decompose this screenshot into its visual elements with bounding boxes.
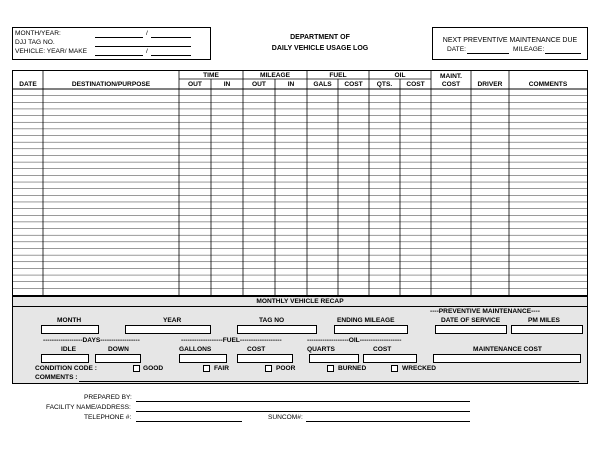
condition-burned-label: BURNED (338, 365, 367, 372)
quarts-field[interactable] (309, 354, 359, 363)
pm-mileage-label: MILEAGE: (513, 46, 545, 53)
idle-label: IDLE (61, 346, 77, 353)
month-year-label: MONTH/YEAR: (15, 30, 61, 37)
department-title: DEPARTMENT OF (290, 34, 350, 41)
recap-year-label: YEAR (163, 317, 182, 324)
gallons-label: GALLONS (179, 346, 212, 353)
oil-cost-field[interactable] (363, 354, 417, 363)
col-date: DATE (19, 81, 37, 88)
facility-label: FACILITY NAME/ADDRESS: (46, 404, 131, 411)
telephone-label: TELEPHONE #: (84, 414, 132, 421)
fuel-cost-field[interactable] (237, 354, 293, 363)
idle-field[interactable] (41, 354, 89, 363)
table-grid (13, 71, 589, 297)
next-pm-title: NEXT PREVENTIVE MAINTENANCE DUE (442, 37, 578, 44)
pm-date-label: DATE: (447, 46, 466, 53)
condition-good-label: GOOD (143, 365, 164, 372)
condition-code-label: CONDITION CODE : (35, 365, 97, 372)
quarts-label: QUARTS (307, 346, 335, 353)
condition-wrecked-checkbox[interactable] (391, 365, 398, 372)
col-fuel-gals: GALS (313, 81, 332, 88)
recap-ending-mileage-field[interactable] (334, 325, 408, 334)
vehicle-label: VEHICLE: YEAR/ MAKE (15, 48, 88, 55)
condition-fair-checkbox[interactable] (203, 365, 210, 372)
vehicle-year-field[interactable] (95, 55, 143, 56)
condition-fair-label: FAIR (214, 365, 230, 372)
suncom-label: SUNCOM#: (268, 414, 303, 421)
recap-month-field[interactable] (41, 325, 99, 334)
pm-miles-label: PM MILES (528, 317, 560, 324)
prepared-by-field[interactable] (136, 401, 470, 402)
condition-poor-label: POOR (276, 365, 296, 372)
recap-month-label: MONTH (57, 317, 82, 324)
condition-good-checkbox[interactable] (133, 365, 140, 372)
month-field[interactable] (95, 37, 143, 38)
maintenance-cost-field[interactable] (433, 354, 581, 363)
condition-poor-checkbox[interactable] (265, 365, 272, 372)
col-mileage-in: IN (287, 81, 295, 88)
fuel-cost-label: COST (247, 346, 266, 353)
group-time: TIME (203, 72, 219, 79)
maintenance-cost-label: MAINTENANCE COST (473, 346, 542, 353)
year-field[interactable] (151, 37, 191, 38)
fuel-group-label: -------------------FUEL------------------- (181, 337, 282, 344)
col-driver: DRIVER (477, 81, 503, 88)
col-oil-qts: QTS. (376, 81, 393, 88)
pm-miles-field[interactable] (511, 325, 583, 334)
col-time-out: OUT (188, 81, 202, 88)
vehicle-make-field[interactable] (151, 55, 191, 56)
col-mileage-out: OUT (252, 81, 266, 88)
group-oil: OIL (394, 72, 406, 79)
recap-tag-field[interactable] (237, 325, 317, 334)
down-label: DOWN (108, 346, 129, 353)
oil-group-label: -------------------OIL------------------- (307, 337, 402, 344)
col-oil-cost: COST (406, 81, 425, 88)
group-mileage: MILEAGE (259, 72, 291, 79)
gallons-field[interactable] (179, 354, 227, 363)
col-comments: COMMENTS (528, 81, 568, 88)
pm-mileage-field[interactable] (545, 53, 581, 54)
date-of-service-label: DATE OF SERVICE (441, 317, 501, 324)
telephone-field[interactable] (136, 421, 242, 422)
pm-group-label: ----PREVENTIVE MAINTENANCE---- (430, 308, 540, 315)
days-group-label: ------------------DAYS------------------ (43, 337, 140, 344)
log-title: DAILY VEHICLE USAGE LOG (271, 45, 369, 52)
month-year-separator: / (146, 30, 148, 37)
suncom-field[interactable] (306, 421, 470, 422)
recap-comments-field[interactable] (79, 381, 579, 382)
prepared-by-label: PREPARED BY: (84, 394, 132, 401)
recap-ending-mileage-label: ENDING MILEAGE (337, 317, 395, 324)
down-field[interactable] (95, 354, 141, 363)
recap-year-field[interactable] (125, 325, 211, 334)
facility-field[interactable] (136, 411, 470, 412)
recap-comments-label: COMMENTS : (35, 374, 78, 381)
col-maint-label-1: MAINT. (440, 73, 462, 80)
col-destination: DESTINATION/PURPOSE (71, 81, 151, 88)
djj-tag-label: DJJ TAG NO. (15, 39, 55, 46)
group-fuel: FUEL (329, 72, 347, 79)
condition-burned-checkbox[interactable] (327, 365, 334, 372)
vehicle-separator: / (146, 48, 148, 55)
vehicle-info-box (12, 27, 211, 60)
col-fuel-cost: COST (344, 81, 363, 88)
monthly-recap-section (12, 296, 588, 384)
col-maint-label-2: COST (441, 81, 461, 88)
pm-date-field[interactable] (467, 53, 509, 54)
date-of-service-field[interactable] (435, 325, 507, 334)
recap-title: MONTHLY VEHICLE RECAP (256, 298, 344, 305)
next-pm-box (432, 27, 588, 60)
djj-tag-field[interactable] (95, 46, 191, 47)
recap-tag-label: TAG NO (259, 317, 285, 324)
oil-cost-label: COST (373, 346, 392, 353)
usage-log-table (12, 70, 588, 296)
col-time-in: IN (223, 81, 231, 88)
condition-wrecked-label: WRECKED (402, 365, 437, 372)
